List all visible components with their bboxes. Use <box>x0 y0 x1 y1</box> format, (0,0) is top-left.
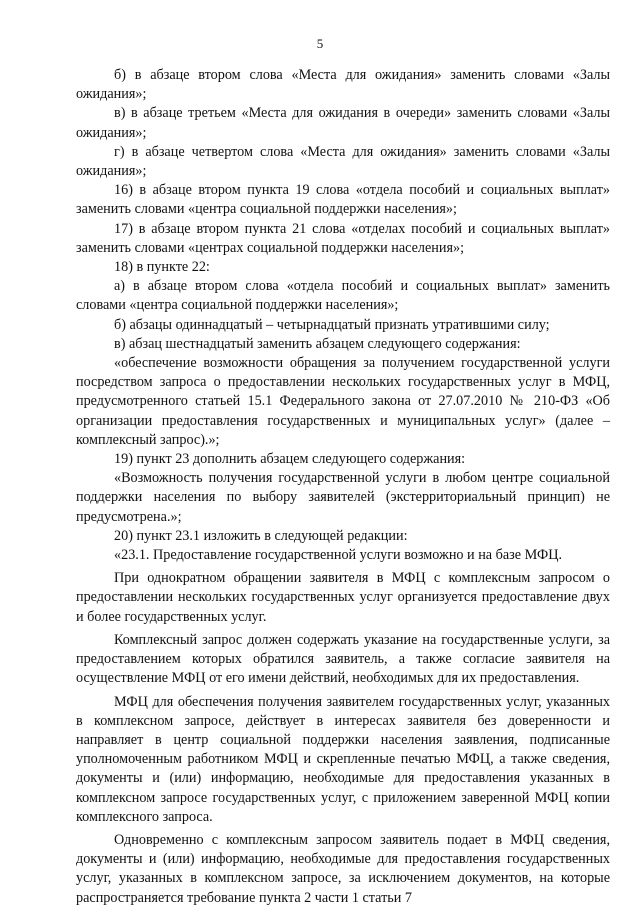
page-number: 5 <box>316 36 324 51</box>
paragraph: Комплексный запрос должен содержать указание на государственные услуги, за предоставлением которых обратился заявитель, а также согласие заявителя на осуществление МФЦ от его имени действий, необходимых для их предоставления. <box>76 631 610 687</box>
paragraph: «обеспечение возможности обращения за получением государственной услуги посредством запроса о предоставлении нескольких государственных услуг в МФЦ, предусмотренного статьей 15.1 Федерального закона от 27.07.2010 № 210-ФЗ «Об организации предоставления государственных и муниципальных услуг» (далее – комплексный запрос).»; <box>76 355 610 448</box>
paragraph: 16) в абзаце втором пункта 19 слова «отдела пособий и социальных выплат» заменить словами «центра социальной поддержки населения»; <box>76 182 610 218</box>
paragraph: 18) в пункте 22: <box>114 259 210 276</box>
paragraph: б) в абзаце втором слова «Места для ожидания» заменить словами «Залы ожидания»; <box>76 67 610 103</box>
paragraph: «23.1. Предоставление государственной услуги возможно и на базе МФЦ. <box>114 547 563 564</box>
paragraph: в) абзац шестнадцатый заменить абзацем следующего содержания: <box>114 335 521 352</box>
paragraph: Одновременно с комплексным запросом заявитель подает в МФЦ сведения, документы и (или) информацию, необходимые для предоставления государственных услуг, указанных в комплексном запросе, за исключением документов, на которые распространяется требование пункта 2 части 1 статьи 7 <box>76 831 610 906</box>
paragraph: в) в абзаце третьем «Места для ожидания в очереди» заменить словами «Залы ожидания»; <box>76 105 610 141</box>
paragraph: а) в абзаце втором слова «отдела пособий и социальных выплат» заменить словами «центра социальной поддержки населения»; <box>76 278 610 314</box>
paragraph: г) в абзаце четвертом слова «Места для ожидания» заменить словами «Залы ожидания»; <box>76 143 610 180</box>
paragraph: При однократном обращении заявителя в МФЦ с комплексным запросом о предоставлении нескольких государственных услуг организуется предоставление двух и более государственных услуг. <box>76 570 610 625</box>
paragraph: 20) пункт 23.1 изложить в следующей редакции: <box>114 527 408 544</box>
paragraph: 17) в абзаце втором пункта 21 слова «отделах пособий и социальных выплат» заменить словами «центрах социальной поддержки населения»; <box>76 220 610 256</box>
paragraph: «Возможность получения государственной услуги в любом центре социальной поддержки населения по выбору заявителей (экстерриториальный принцип) не предусмотрена.»; <box>76 470 610 525</box>
document-body <box>76 66 610 908</box>
paragraph: МФЦ для обеспечения получения заявителем государственных услуг, указанных в комплексном запросе, действует в интересах заявителя без доверенности и направляет в центр социальной поддержки населения заявления, подписанные уполномоченным работником МФЦ и скрепленные печатью МФЦ, а также сведения, документы и (или) информацию, необходимые для предоставления указанных в комплексном запросе государственных услуг, с приложением заверенной МФЦ копии комплексного запроса. <box>76 693 610 825</box>
paragraph: 19) пункт 23 дополнить абзацем следующего содержания: <box>114 451 466 468</box>
paragraph: б) абзацы одиннадцатый – четырнадцатый признать утратившими силу; <box>114 316 550 333</box>
